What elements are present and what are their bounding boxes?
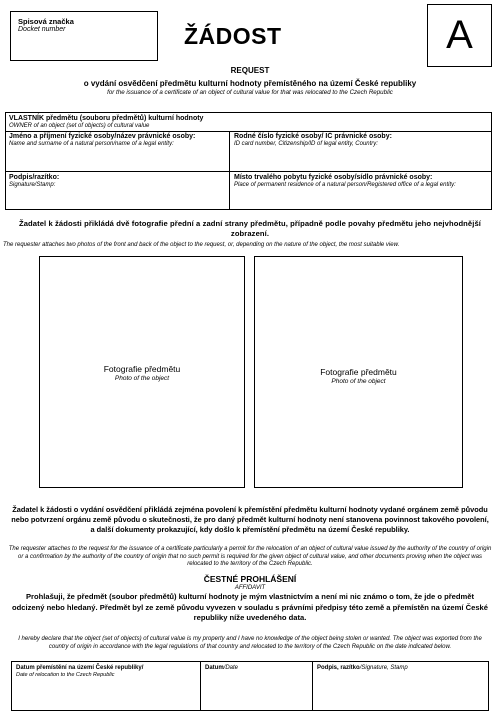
owner-residence-field[interactable] <box>234 174 486 208</box>
affidavit-text-en: I hereby declare that the object (set of objects) of cultural value is my property and I have no knowledge of the object being stolen or wanted. The object was exported from the country of origin in accordance with the legal regulations of that country and relocated to the territory of the Czech Republic on the date indicated below. <box>18 636 482 650</box>
request-heading-cz: o vydání osvědčení předmětu kulturní hodnoty přemístěného na území České republiky <box>83 79 417 88</box>
photo-right-label: Fotografie předmětu <box>320 367 397 377</box>
request-label: REQUEST <box>230 66 270 75</box>
date-field[interactable] <box>205 665 309 709</box>
owner-residence-label: Místo trvalého pobytu fyzické osoby/sídlo právnické osoby: <box>234 174 433 181</box>
photo-left-sublabel: Photo of the object <box>114 375 170 382</box>
photo-left-label: Fotografie předmětu <box>103 364 181 374</box>
docket-label: Spisová značka <box>18 17 74 26</box>
photo-instruction-cz: Žadatel k žádosti přikládá dvě fotografie přední a zadní strany předmětu, případně podle povahy předmětu jeho nejvhodnější zobrazení. <box>18 219 481 238</box>
affidavit-text-cz: Prohlašuji, že předmět (soubor předmětů) kulturní hodnoty je mým vlastnictvím a není mi nic známo o tom, že jde o předmět odcizený nebo hledaný. Předmět byl ze země původu vyvezen v souladu s právními předpisy této země a přemístěn na území České republiky níže uvedeného data. <box>11 592 489 622</box>
footer-col-divider-2 <box>312 662 313 710</box>
owner-col-divider <box>229 131 230 209</box>
owner-name-field[interactable] <box>9 133 225 169</box>
page-title: ŽÁDOST <box>184 23 282 49</box>
attachments-text-en: The requester attaches to the request for the issuance of a certificate particularly a permit for the relocation of an object of cultural value issued by the authority of the country of origin or a confirmation by the authority of the country of origin that no such permit is required for the given object of cultural value, and other documents proving when the object was relocated to the territory of the Czech Republic. <box>8 546 492 567</box>
form-letter: A <box>446 13 473 57</box>
footer-col-divider-1 <box>200 662 201 710</box>
photo-right-sublabel: Photo of the object <box>331 378 386 385</box>
owner-sign-field[interactable] <box>9 174 225 208</box>
owner-residence-sublabel: Place of permanent residence of a natural person/Registered office of a legal entity: <box>234 182 456 188</box>
owner-sign-sublabel: Signature/Stamp: <box>9 182 56 188</box>
affidavit-subtitle: AFFIDAVIT <box>234 585 266 591</box>
owner-name-sublabel: Name and surname of a natural person/name of a legal entity: <box>9 141 174 147</box>
date-sublabel: /Date <box>223 665 239 671</box>
owner-id-field[interactable] <box>234 133 486 169</box>
owner-sign-label: Podpis/razítko: <box>9 174 60 181</box>
signature-label: Podpis, razítko <box>317 665 360 671</box>
owner-row-divider-1 <box>6 131 491 132</box>
date-label: Datum <box>205 665 224 671</box>
affidavit-title: ČESTNÉ PROHLÁŠENÍ <box>203 574 297 584</box>
owner-row-divider-2 <box>6 171 491 172</box>
form-letter-box <box>427 4 492 67</box>
signature-sublabel: /Signature, Stamp <box>359 665 408 671</box>
owner-title: VLASTNÍK předmětu (souboru předmětů) kulturní hodnoty <box>9 115 204 122</box>
owner-id-label: Rodné číslo fyzické osoby/ IČ právnické osoby: <box>234 133 392 140</box>
photo-instruction-en: The requester attaches two photos of the front and back of the object to the request, or, depending on the nature of the object, the most suitable view. <box>3 242 400 248</box>
docket-sublabel: Docket number <box>18 26 66 33</box>
owner-id-sublabel: ID card number, Citizenship/ID of legal entity, Country: <box>234 141 378 147</box>
owner-name-label: Jméno a příjmení fyzické osoby/název právnické osoby: <box>9 133 196 140</box>
footer-table <box>11 661 489 711</box>
relocation-date-label: Datum přemístění na území České republiky/ <box>16 665 144 671</box>
relocation-date-field[interactable] <box>16 665 198 709</box>
owner-table <box>5 112 492 210</box>
request-heading-en: for the issuance of a certificate of an object of cultural value for that was relocated to the Czech Republic <box>107 89 393 96</box>
owner-subtitle: OWNER of an object (set of objects) of cultural value <box>9 123 150 129</box>
photo-box-left[interactable] <box>39 256 245 488</box>
signature-field[interactable] <box>317 665 487 709</box>
docket-box[interactable] <box>10 11 158 61</box>
attachments-text-cz: Žadatel k žádosti o vydání osvědčení přikládá zejména povolení k přemístění předmětu kulturní hodnoty vydané orgánem země původu nebo potvrzení orgánu země původu o skutečnosti, že pro daný předmět kulturní hodnoty není stanovena povinnost takového povolení, a další dokumenty prokazující, kdy došlo k přemístění předmětu na území České republiky. <box>11 505 489 534</box>
relocation-date-sublabel: Date of relocation to the Czech Republic <box>16 672 115 678</box>
photo-box-right[interactable] <box>254 256 463 488</box>
